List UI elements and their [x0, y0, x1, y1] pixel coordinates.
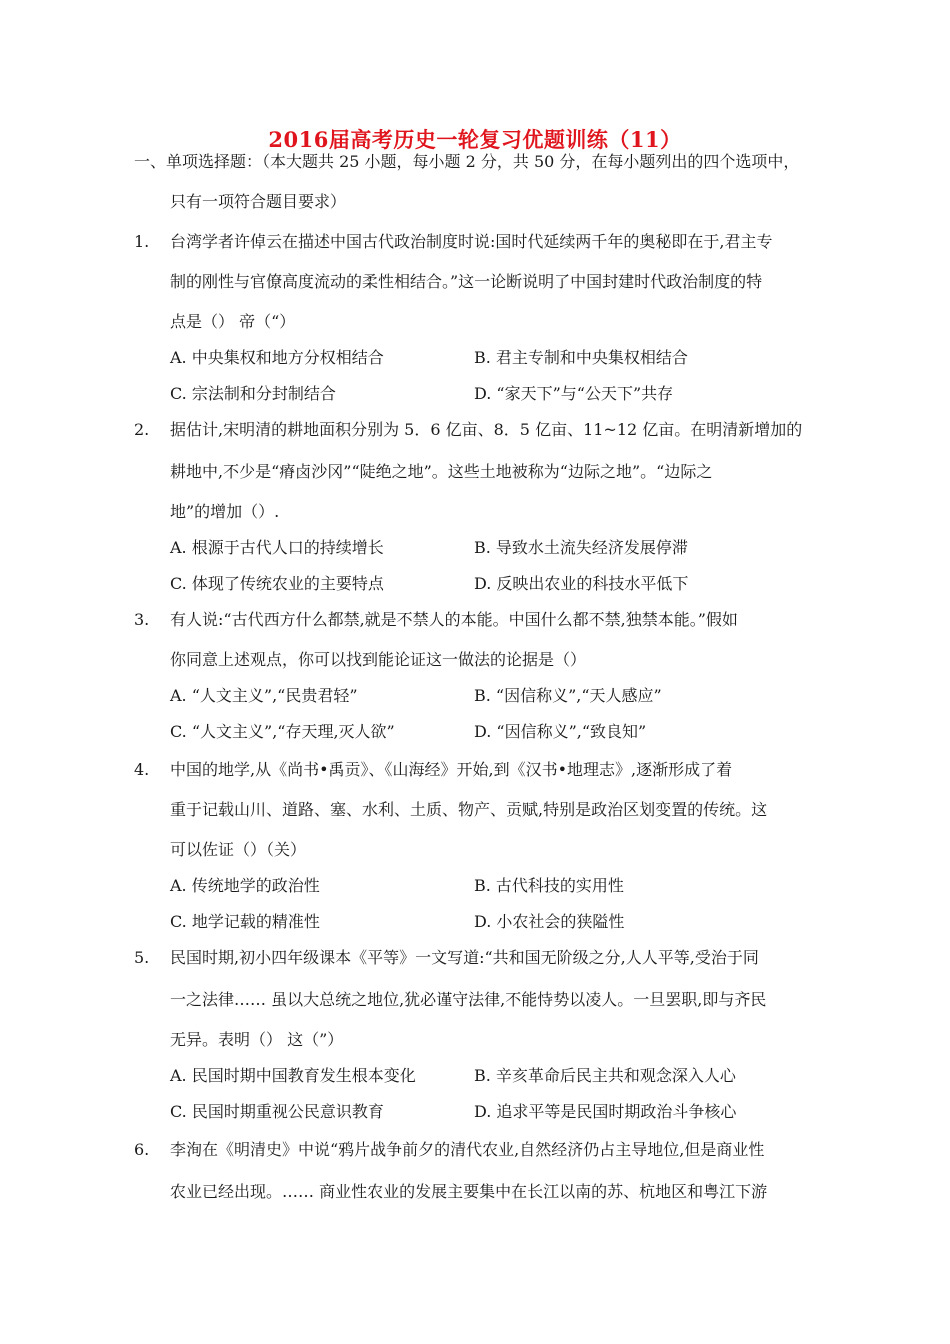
question-text-line: 你同意上述观点，你可以找到能论证这一做法的论据是（） [170, 650, 587, 669]
option-a[interactable]: A. 传统地学的政治性 [170, 876, 320, 895]
question-text-line: 农业已经出现。…… 商业性农业的发展主要集中在长江以南的苏、杭地区和粤江下游 [170, 1182, 768, 1201]
option-b[interactable]: B. 君主专制和中央集权相结合 [474, 348, 688, 367]
question-text-line: 点是（） 帝（“） [170, 312, 296, 331]
question-text-line: 地”的增加（）. [170, 502, 280, 521]
question-text-line: 无异。表明（） 这（”） [170, 1030, 344, 1049]
question-number: 4. [134, 760, 150, 779]
section-heading-line-2: 只有一项符合题目要求） [170, 192, 347, 211]
option-d[interactable]: D. 追求平等是民国时期政治斗争核心 [474, 1102, 737, 1121]
option-d[interactable]: D. “家天下”与“公天下”共存 [474, 384, 674, 403]
question-number: 5. [134, 948, 150, 967]
question-number: 6. [134, 1140, 150, 1159]
option-a[interactable]: A. 中央集权和地方分权相结合 [170, 348, 384, 367]
question-text-line: 制的刚性与官僚高度流动的柔性相结合。”这一论断说明了中国封建时代政治制度的特 [170, 272, 763, 291]
option-c[interactable]: C. 民国时期重视公民意识教育 [170, 1102, 384, 1121]
option-a[interactable]: A. 根源于古代人口的持续增长 [170, 538, 384, 557]
question-text-line: 可以佐证（）（关） [170, 840, 307, 859]
question-text-line: 中国的地学,从《尚书•禹贡》、《山海经》开始,到《汉书•地理志》,逐渐形成了着 [170, 760, 733, 779]
option-b[interactable]: B. 导致水土流失经济发展停滞 [474, 538, 688, 557]
question-text-line: 台湾学者许倬云在描述中国古代政治制度时说:国时代延续两千年的奥秘即在于,君主专 [170, 232, 773, 251]
page-title: 2016届高考历史一轮复习优题训练（11） [268, 127, 682, 152]
option-d[interactable]: D. “因信称义”,“致良知” [474, 722, 647, 741]
question-number: 3. [134, 610, 150, 629]
section-heading-line-1: 一、单项选择题：（本大题共 25 小题，每小题 2 分，共 50 分，在每小题列出的四个选项中， [134, 152, 800, 171]
question-text-line: 一之法律…… 虽以大总统之地位,犹必谨守法律,不能恃势以凌人。一旦罢职,即与齐民 [170, 990, 767, 1009]
question-text-line: 民国时期,初小四年级课本《平等》一文写道:“共和国无阶级之分,人人平等,受治于同 [170, 948, 759, 967]
question-text-line: 据估计,宋明清的耕地面积分别为 5．6 亿亩、8．5 亿亩、11~12 亿亩。在明清新增加的 [170, 420, 803, 439]
question-text-line: 重于记载山川、道路、塞、水利、土质、物产、贡赋,特别是政治区划变置的传统。这 [170, 800, 768, 819]
question-text-line: 耕地中,不少是“瘠卤沙冈”“陡绝之地”。这些土地被称为“边际之地”。“边际之 [170, 462, 713, 481]
option-c[interactable]: C. 地学记载的精准性 [170, 912, 320, 931]
option-c[interactable]: C. 体现了传统农业的主要特点 [170, 574, 384, 593]
question-text-line: 有人说:“古代西方什么都禁,就是不禁人的本能。中国什么都不禁,独禁本能。”假如 [170, 610, 738, 629]
option-a[interactable]: A. 民国时期中国教育发生根本变化 [170, 1066, 416, 1085]
option-d[interactable]: D. 小农社会的狭隘性 [474, 912, 625, 931]
option-b[interactable]: B. 古代科技的实用性 [474, 876, 624, 895]
option-d[interactable]: D. 反映出农业的科技水平低下 [474, 574, 689, 593]
option-c[interactable]: C. “人文主义”,“存天理,灭人欲” [170, 722, 395, 741]
option-c[interactable]: C. 宗法制和分封制结合 [170, 384, 336, 403]
option-a[interactable]: A. “人文主义”,“民贵君轻” [170, 686, 358, 705]
option-b[interactable]: B. “因信称义”,“天人感应” [474, 686, 662, 705]
question-number: 2. [134, 420, 150, 439]
question-number: 1. [134, 232, 150, 251]
option-b[interactable]: B. 辛亥革命后民主共和观念深入人心 [474, 1066, 736, 1085]
question-text-line: 李洵在《明清史》中说“鸦片战争前夕的清代农业,自然经济仍占主导地位,但是商业性 [170, 1140, 765, 1159]
